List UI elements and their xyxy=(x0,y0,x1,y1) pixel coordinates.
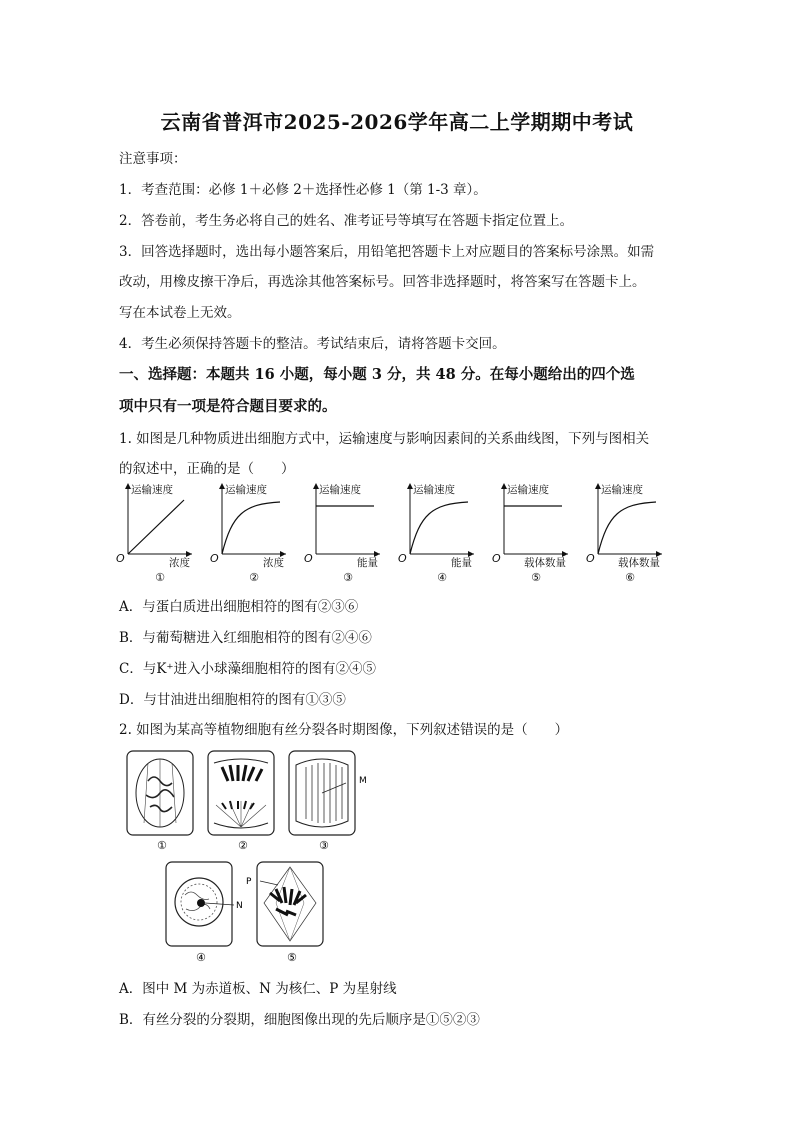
y-axis-label: 运输速度 xyxy=(507,484,549,496)
question-2-figure xyxy=(110,745,370,965)
x-axis-label: 载体数量 xyxy=(524,557,566,569)
x-axis-label: 浓度 xyxy=(169,557,190,569)
label-m: M xyxy=(359,776,367,786)
question-1-graphs xyxy=(110,478,690,588)
question-1-stem-cont: 的叙述中，正确的是（ ） xyxy=(119,461,295,477)
note-item: 3．回答选择题时，选出每小题答案后，用铅笔把答题卡上对应题目的答案标号涂黑。如需 xyxy=(119,244,655,260)
origin-label: O xyxy=(210,552,219,565)
note-item: 改动，用橡皮擦干净后，再选涂其他答案标号。回答非选择题时，将答案写在答题卡上。 xyxy=(119,274,646,290)
curve-6 xyxy=(598,502,656,554)
cell-figure-1 xyxy=(127,751,193,852)
curve-1 xyxy=(128,500,184,554)
label-p: P xyxy=(246,877,252,887)
graph-number: ② xyxy=(249,571,259,584)
x-axis-label: 能量 xyxy=(451,557,472,569)
question-1-option-d: D．与甘油进出细胞相符的图有①③⑤ xyxy=(119,692,346,708)
question-1-option-a: A．与蛋白质进出细胞相符的图有②③⑥ xyxy=(119,599,359,615)
graph-number: ③ xyxy=(343,571,353,584)
y-axis-label: 运输速度 xyxy=(131,484,173,496)
y-axis-label: 运输速度 xyxy=(319,484,361,496)
y-axis-label: 运输速度 xyxy=(601,484,643,496)
note-item: 2．答卷前，考生务必将自己的姓名、准考证号等填写在答题卡指定位置上。 xyxy=(119,213,574,229)
cell-number: ⑤ xyxy=(287,951,297,964)
question-1-stem: 1. 如图是几种物质进出细胞方式中，运输速度与影响因素间的关系曲线图，下列与图相关 xyxy=(119,431,650,447)
x-axis-label: 浓度 xyxy=(263,557,284,569)
curve-4 xyxy=(410,502,468,554)
origin-label: O xyxy=(398,552,407,565)
cell-number: ④ xyxy=(196,951,206,964)
note-item: 4．考生必须保持答题卡的整洁。考试结束后，请将答题卡交回。 xyxy=(119,336,506,352)
origin-label: O xyxy=(116,552,125,565)
section-heading: 一、选择题：本题共 16 小题，每小题 3 分，共 48 分。在每小题给出的四个选 xyxy=(119,366,635,383)
cell-figure-5 xyxy=(246,862,323,964)
graph-number: ④ xyxy=(437,571,447,584)
notes-header: 注意事项： xyxy=(119,151,187,167)
y-axis-label: 运输速度 xyxy=(225,484,267,496)
cell-figure-4 xyxy=(166,862,243,964)
page-title: 云南省普洱市2025-2026学年高二上学期期中考试 xyxy=(160,110,634,134)
question-2-option-b: B．有丝分裂的分裂期，细胞图像出现的先后顺序是①⑤②③ xyxy=(119,1012,480,1028)
origin-label: O xyxy=(492,552,501,565)
section-heading-cont: 项中只有一项是符合题目要求的。 xyxy=(119,398,337,415)
cell-figure-3 xyxy=(289,751,367,852)
question-1-option-c: C．与K⁺进入小球藻细胞相符的图有②④⑤ xyxy=(119,661,377,677)
x-axis-label: 能量 xyxy=(357,557,378,569)
question-1-option-b: B．与葡萄糖进入红细胞相符的图有②④⑥ xyxy=(119,630,372,646)
graph-number: ⑥ xyxy=(625,571,635,584)
question-2-stem: 2. 如图为某高等植物细胞有丝分裂各时期图像，下列叙述错误的是（ ） xyxy=(119,722,569,738)
graph-number: ① xyxy=(155,571,165,584)
origin-label: O xyxy=(304,552,313,565)
note-item: 写在本试卷上无效。 xyxy=(119,305,241,321)
question-2-option-a: A．图中 M 为赤道板、N 为核仁、P 为星射线 xyxy=(119,981,397,997)
label-n: N xyxy=(236,901,243,911)
curve-2 xyxy=(222,502,280,554)
y-axis-label: 运输速度 xyxy=(413,484,455,496)
cell-number: ③ xyxy=(319,839,329,852)
x-axis-label: 载体数量 xyxy=(618,557,660,569)
cell-figure-2 xyxy=(208,751,274,852)
origin-label: O xyxy=(586,552,595,565)
cell-number: ① xyxy=(157,839,167,852)
note-item: 1．考查范围：必修 1＋必修 2＋选择性必修 1（第 1-3 章）。 xyxy=(119,182,487,198)
graph-number: ⑤ xyxy=(531,571,541,584)
cell-number: ② xyxy=(238,839,248,852)
